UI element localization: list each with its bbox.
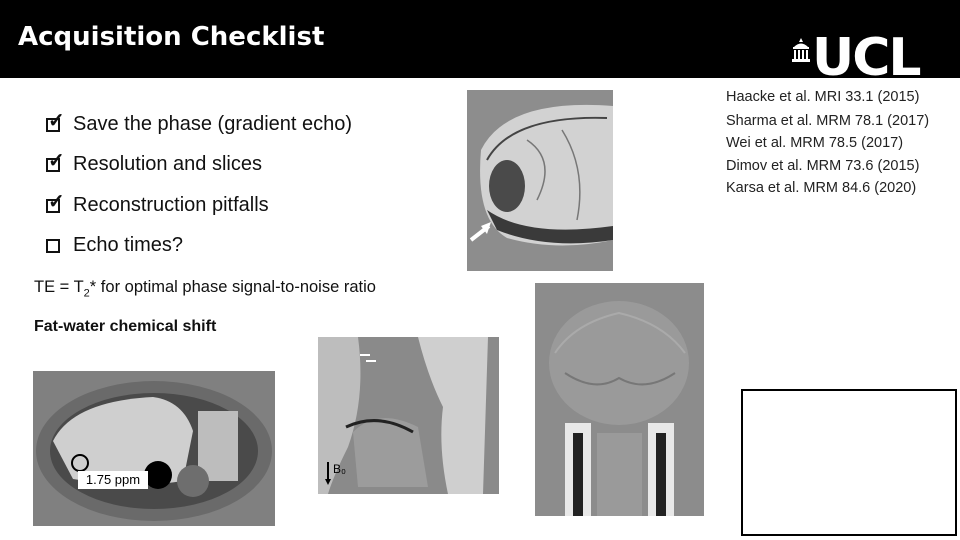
chemical-shift-label: 1.75 ppm [78, 471, 148, 489]
brain-phase-image [535, 283, 704, 516]
knee-mri-image [318, 337, 499, 494]
te-statement: TE = $T_2*$ for optimal phase signal-to-noise ratio [34, 278, 376, 300]
portico-icon [790, 38, 812, 64]
checkmark-icon: ✓ [48, 150, 65, 172]
checkbox-icon [46, 239, 60, 253]
reference: Haacke et al. MRI 33.1 (2015) [726, 89, 920, 105]
checkmark-icon: ✓ [48, 191, 65, 213]
checklist-label: Echo times? [73, 234, 184, 256]
title-bar [0, 0, 960, 88]
reference: Wei et al. MRM 78.5 (2017) [726, 135, 904, 151]
logo-wordmark: UCL [812, 28, 920, 88]
empty-frame [741, 389, 957, 536]
reference: Dimov et al. MRM 73.6 (2015) [726, 158, 920, 174]
b0-label: B₀ [333, 462, 346, 476]
checklist-label: Reconstruction pitfalls [73, 194, 269, 216]
ucl-logo [790, 28, 950, 88]
reference: Karsa et al. MRM 84.6 (2020) [726, 180, 917, 196]
slide-title: Acquisition Checklist [18, 22, 325, 52]
liver-mri-image [33, 371, 275, 526]
checkmark-icon: ✓ [48, 110, 65, 132]
fat-water-heading: Fat-water chemical shift [34, 318, 217, 335]
breast-mri-image [467, 90, 613, 271]
reference: Sharma et al. MRM 78.1 (2017) [726, 113, 930, 129]
checklist-label: Save the phase (gradient echo) [73, 113, 353, 135]
checklist-label: Resolution and slices [73, 153, 262, 175]
